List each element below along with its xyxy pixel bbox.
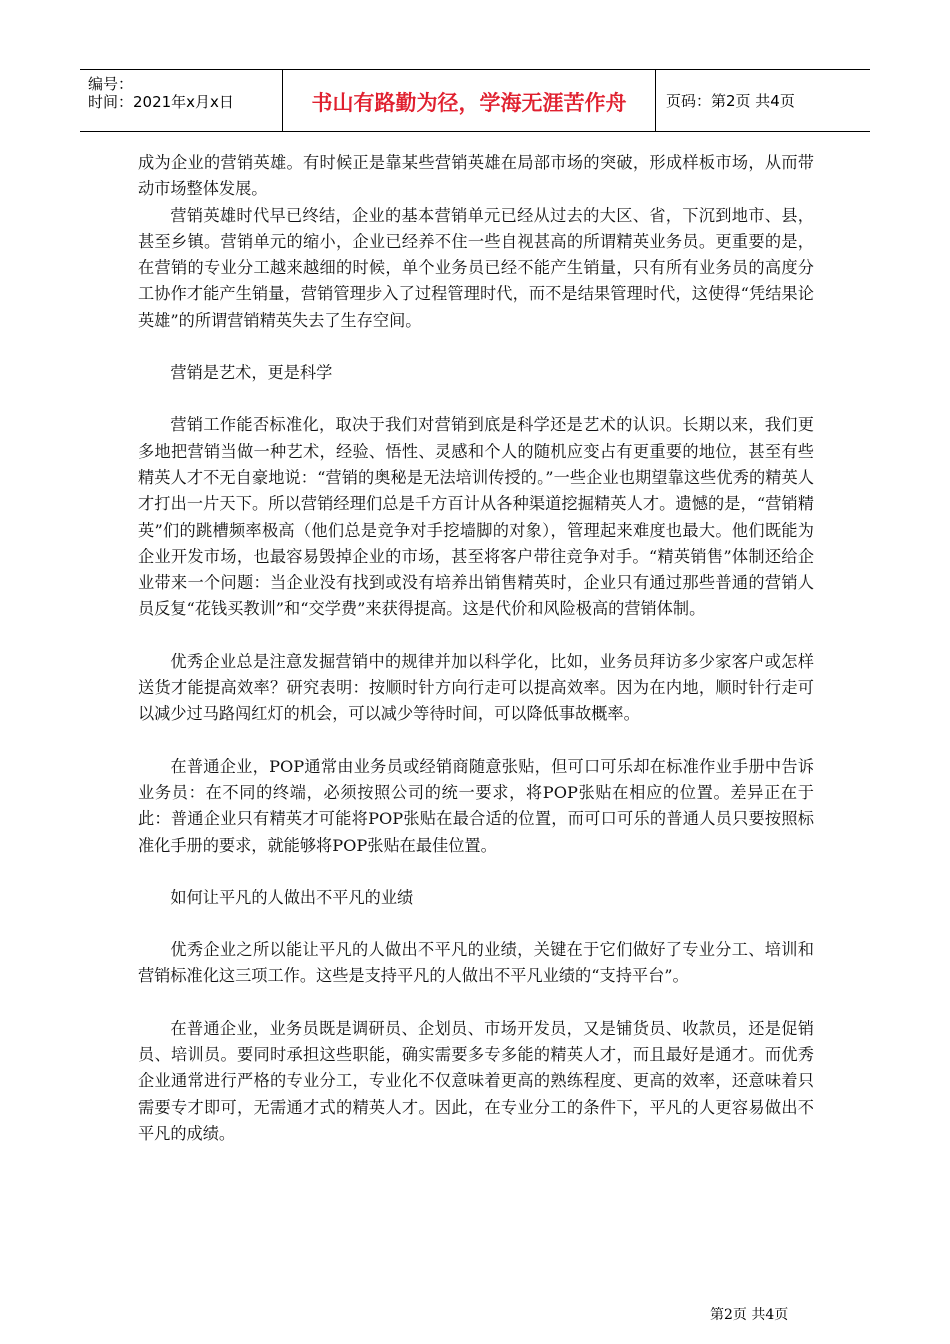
header-page-code: 页码：第2页 共4页 [666,92,795,110]
paragraph: 在普通企业，POP通常由业务员或经销商随意张贴，但可口可乐却在标准作业手册中告诉业务员：在不同的终端，必须按照公司的统一要求，将POP张贴在相应的位置。差异正在于此：普通企业只有精英才可能将POP张贴在最合适的位置，而可口可乐的普通人员只要按照标准化手册的要求，就能够将POP张贴在最佳位置。 [138,756,814,855]
paragraph-continuation: 成为企业的营销英雄。有时候正是靠某些营销英雄在局部市场的突破，形成样板市场，从而带动市场整体发展。 [138,153,814,199]
page-footer: 第2页 共4页 [710,1307,789,1323]
paragraph: 优秀企业之所以能让平凡的人做出不平凡的业绩，关键在于它们做好了专业分工、培训和营销标准化这三项工作。这些是支持平凡的人做出不平凡业绩的“支持平台”。 [138,940,814,986]
header-motto-cell [283,70,656,131]
section-heading: 营销是艺术，更是科学 [170,363,333,383]
document-body [138,150,814,1147]
code-label: 编号： [88,75,134,93]
paragraph: 营销工作能否标准化，取决于我们对营销到底是科学还是艺术的认识。长期以来，我们更多地把营销当做一种艺术，经验、悟性、灵感和个人的随机应变占有更重要的地位，甚至有些精英人才不无自豪地说：“营销的奥秘是无法培训传授的。”一些企业也期望靠这些优秀的精英人才打出一片天下。所以营销经理们总是千方百计从各种渠道挖掘精英人才。遗憾的是，“营销精英”们的跳槽频率极高（他们总是竞争对手挖墙脚的对象），管理起来难度也最大。他们既能为企业开发市场，也最容易毁掉企业的市场，甚至将客户带往竞争对手。“精英销售”体制还给企业带来一个问题：当企业没有找到或没有培养出销售精英时，企业只有通过那些普通的营销人员反复“花钱买教训”和“交学费”来获得提高。这是代价和风险极高的营销体制。 [138,415,814,619]
paragraph: 优秀企业总是注意发掘营销中的规律并加以科学化，比如，业务员拜访多少家客户或怎样送货才能提高效率？研究表明：按顺时针方向行走可以提高效率。因为在内地，顺时针行走可以减少过马路闯红灯的机会，可以减少等待时间，可以降低事故概率。 [138,651,814,724]
header-page-cell [656,70,870,131]
header-info-cell [80,70,283,131]
paragraph: 在普通企业，业务员既是调研员、企划员、市场开发员，又是铺货员、收款员，还是促销员、培训员。要同时承担这些职能，确实需要多专多能的精英人才，而且最好是通才。而优秀企业通常进行严格的专业分工，专业化不仅意味着更高的熟练程度、更高的效率，还意味着只需要专才即可，无需通才式的精英人才。因此，在专业分工的条件下，平凡的人更容易做出不平凡的成绩。 [138,1018,814,1143]
page-header [80,69,870,132]
paragraph: 营销英雄时代早已终结，企业的基本营销单元已经从过去的大区、省，下沉到地市、县，甚至乡镇。营销单元的缩小，企业已经养不住一些自视甚高的所谓精英业务员。更重要的是，在营销的专业分工越来越细的时候，单个业务员已经不能产生销量，只有所有业务员的高度分工协作才能产生销量，营销管理步入了过程管理时代，而不是结果管理时代，这使得“凭结果论英雄”的所谓营销精英失去了生存空间。 [138,205,814,330]
motto-text: 书山有路勤为径，学海无涯苦作舟 [311,91,627,115]
section-heading: 如何让平凡的人做出不平凡的业绩 [170,887,414,907]
date-label: 时间：2021年x月x日 [88,93,234,111]
